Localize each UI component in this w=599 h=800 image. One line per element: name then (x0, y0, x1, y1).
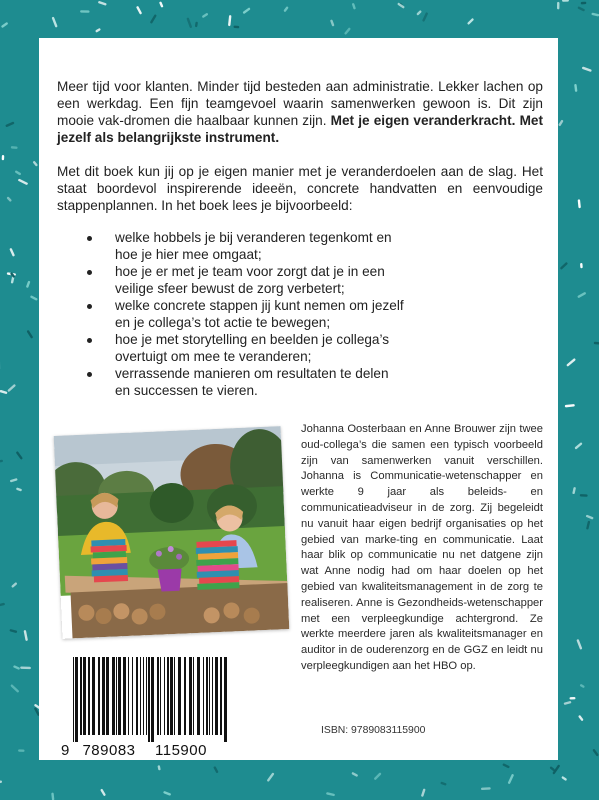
confetti-piece (564, 701, 572, 705)
barcode-bar (197, 657, 200, 735)
confetti-piece (560, 262, 568, 270)
list-item (87, 365, 407, 399)
confetti-piece (558, 119, 564, 126)
confetti-piece (136, 6, 142, 15)
confetti-piece (95, 28, 101, 33)
confetti-piece (326, 792, 335, 796)
confetti-piece (574, 442, 582, 450)
confetti-piece (344, 27, 351, 35)
bullet-icon (87, 304, 92, 309)
barcode-bar (170, 657, 173, 735)
confetti-piece (5, 121, 14, 127)
list-item (87, 263, 407, 297)
barcode-bar (164, 657, 165, 735)
barcode-bar (215, 657, 218, 735)
intro-bold-text: Met je eigen veranderkracht. Met jezelf als belangrijkste instrument. (57, 113, 543, 145)
barcode-bars (61, 657, 231, 742)
barcode-left-group: 789083 (82, 742, 136, 759)
confetti-piece (80, 10, 90, 13)
author-bio: Johanna Oosterbaan en Anne Brouwer zijn twee oud-collega’s die samen een typisch voorbeeld zijn van samenwerken vanuit verschillen. Johanna is Communicatie-wetenschapper en werkte 9 jaar als beleids- en communicatieadviseur in de zorg. Zij begeleidt nu vanuit haar eigen bedrijf organisaties op het gebied van marke-ting en communicatie. Laat haar blik op communicatie nu net datgene zijn wat Anne nodig had om haar doelen op het gebied van kwaliteitsmanagement in de zorg te realiseren. Anne is Gezondheids-wetenschapper met een verpleegkundige achtergrond. Ze werkte meerdere jaren als kwaliteitsmanager en auditor in de ouderenzorg en de GGZ en leidt nu verpleegkundigen aan het HBO op. (301, 423, 543, 672)
confetti-piece (565, 404, 575, 407)
confetti-piece (51, 793, 54, 800)
confetti-piece (440, 782, 447, 786)
confetti-piece (163, 791, 171, 796)
confetti-piece (0, 460, 3, 464)
confetti-piece (580, 684, 586, 689)
list-item-text: verrassende manieren om resultaten te delen en successen te vieren. (115, 366, 389, 398)
barcode-bar (167, 657, 169, 735)
confetti-piece (9, 629, 17, 633)
barcode-bar (116, 657, 117, 735)
barcode-bar (98, 657, 100, 735)
confetti-piece (580, 494, 588, 497)
confetti-piece (267, 772, 275, 782)
confetti-piece (467, 18, 474, 25)
confetti-piece (32, 161, 38, 167)
confetti-piece (16, 451, 23, 460)
confetti-piece (1, 22, 9, 28)
barcode-bar (123, 657, 126, 735)
confetti-piece (508, 774, 515, 785)
confetti-piece (18, 179, 28, 186)
confetti-piece (416, 10, 422, 16)
confetti-piece (202, 13, 209, 19)
bullet-icon (87, 236, 92, 241)
confetti-piece (10, 684, 19, 693)
confetti-piece (18, 749, 25, 752)
confetti-piece (421, 788, 426, 797)
barcode-bar (73, 657, 74, 742)
confetti-piece (481, 787, 491, 790)
barcode-digits (61, 742, 231, 759)
confetti-piece (577, 6, 585, 11)
barcode-bar (83, 657, 86, 735)
confetti-piece (2, 155, 5, 160)
barcode-bar (212, 657, 213, 735)
back-cover-panel (39, 38, 558, 760)
barcode-bar (193, 657, 194, 735)
confetti-piece (572, 487, 576, 494)
barcode-bar (128, 657, 129, 735)
confetti-piece (352, 3, 356, 10)
confetti-piece (6, 196, 12, 202)
confetti-piece (242, 7, 250, 14)
confetti-piece (562, 0, 569, 2)
list-item-text: hoe je er met je team voor zorgt dat je in een veilige sfeer bewust de zorg verbetert; (115, 264, 385, 296)
confetti-piece (20, 666, 31, 669)
confetti-piece (159, 1, 164, 7)
confetti-piece (351, 772, 358, 777)
list-item (87, 229, 407, 263)
confetti-piece (26, 330, 33, 339)
confetti-piece (98, 1, 107, 6)
isbn-barcode (61, 657, 231, 757)
confetti-piece (157, 765, 160, 770)
barcode-bar (112, 657, 115, 735)
confetti-piece (15, 170, 22, 175)
barcode-first-digit: 9 (61, 742, 70, 759)
authors-photo (54, 426, 290, 639)
confetti-piece (213, 766, 218, 773)
intro-text: Meer tijd voor klanten. Minder tijd besteden aan administratie. Lekker lachen op een werkdag. Een fijn teamgevoel waarin samenwerken gewoon is. Dit zijn mooie vak-dromen die haalbaar kunnen zijn. (57, 79, 543, 128)
confetti-piece (422, 12, 428, 22)
confetti-piece (580, 263, 583, 268)
confetti-piece (283, 6, 289, 12)
barcode-bar (92, 657, 95, 735)
confetti-piece (11, 582, 17, 588)
barcode-bar (157, 657, 159, 735)
barcode-bar (178, 657, 181, 735)
confetti-piece (186, 17, 192, 28)
bullet-icon (87, 270, 92, 275)
barcode-bar (75, 657, 78, 742)
confetti-piece (228, 15, 232, 26)
intro-paragraph (57, 78, 543, 146)
barcode-bar (224, 657, 227, 742)
confetti-piece (100, 789, 106, 797)
barcode-bar (174, 657, 175, 735)
confetti-piece (578, 715, 584, 722)
confetti-piece (10, 478, 18, 483)
confetti-piece (16, 487, 22, 491)
list-item (87, 331, 407, 365)
confetti-piece (0, 780, 2, 784)
confetti-piece (233, 26, 239, 29)
confetti-piece (566, 358, 576, 367)
confetti-piece (582, 66, 592, 72)
barcode-bar (220, 657, 222, 735)
confetti-piece (574, 84, 577, 92)
barcode-bar (184, 657, 186, 735)
barcode-bar (118, 657, 121, 735)
confetti-piece (586, 515, 594, 520)
barcode-bar (143, 657, 144, 735)
list-item (87, 297, 407, 331)
confetti-piece (30, 295, 38, 301)
barcode-bar (203, 657, 204, 735)
confetti-piece (330, 19, 335, 26)
barcode-bar (140, 657, 141, 735)
confetti-piece (577, 292, 586, 299)
confetti-piece (195, 22, 198, 28)
isbn-label: ISBN: 9789083115900 (321, 725, 426, 736)
barcode-bar (189, 657, 192, 735)
barcode-bar (209, 657, 210, 735)
confetti-piece (578, 199, 581, 208)
confetti-piece (374, 772, 382, 780)
list-item-text: welke hobbels je bij veranderen tegenkomt en hoe je hier mee omgaat; (115, 230, 392, 262)
barcode-bar (148, 657, 150, 742)
barcode-bar (88, 657, 90, 735)
confetti-piece (586, 521, 590, 530)
barcode-bar (151, 657, 154, 742)
confetti-piece (591, 13, 599, 17)
confetti-piece (52, 17, 58, 28)
barcode-bar (106, 657, 109, 735)
barcode-bar (206, 657, 208, 735)
confetti-piece (9, 248, 15, 257)
confetti-piece (7, 384, 16, 392)
confetti-piece (557, 2, 560, 10)
confetti-piece (11, 146, 18, 149)
bullet-icon (87, 372, 92, 377)
confetti-piece (594, 342, 599, 345)
list-item-text: hoe je met storytelling en beelden je collega’s overtuigt om mee te veranderen; (115, 332, 390, 364)
confetti-piece (561, 776, 567, 781)
confetti-piece (26, 281, 31, 288)
barcode-bar (80, 657, 82, 735)
confetti-piece (581, 2, 587, 5)
bullet-icon (87, 338, 92, 343)
confetti-piece (150, 14, 157, 24)
barcode-bar (102, 657, 105, 735)
confetti-piece (13, 665, 20, 670)
barcode-bar (136, 657, 138, 735)
confetti-piece (502, 763, 510, 768)
barcode-bar (132, 657, 133, 735)
description-paragraph: Met dit boek kun jij op je eigen manier met je veranderdoelen aan de slag. Het staat boordevol inspirerende ideeën, concrete handvatten en eenvoudige stappenplannen. In het boek lees je bijvoorbeeld: (57, 164, 543, 213)
confetti-piece (576, 639, 582, 650)
confetti-piece (592, 749, 599, 757)
confetti-piece (569, 697, 575, 700)
confetti-piece (24, 630, 28, 641)
list-item-text: welke concrete stappen jij kunt nemen om jezelf en je collega’s tot actie te bewegen; (115, 298, 404, 330)
barcode-bar (160, 657, 161, 735)
confetti-piece (0, 390, 8, 395)
barcode-right-group: 115900 (155, 742, 207, 759)
bullet-list (87, 229, 407, 399)
confetti-piece (0, 603, 5, 607)
barcode-bar (146, 657, 147, 735)
